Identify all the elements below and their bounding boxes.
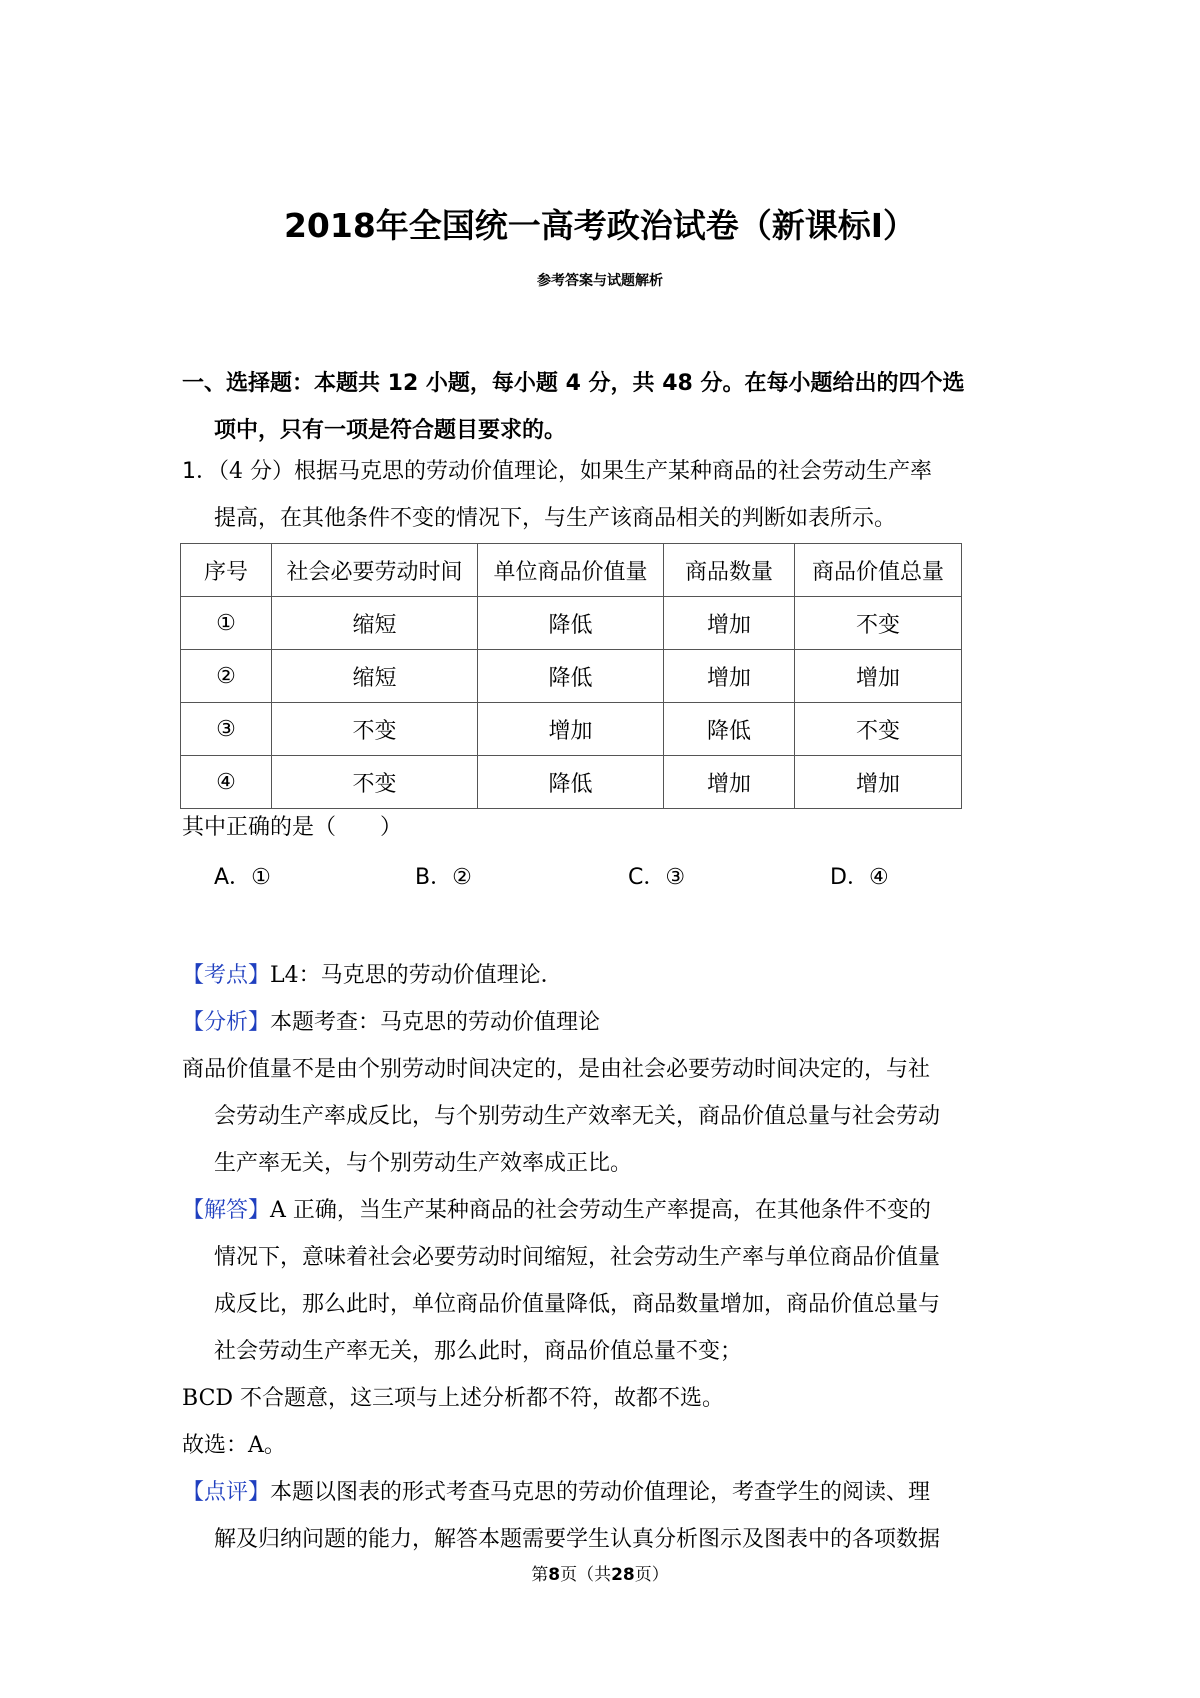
table-cell: 缩短 [272, 650, 478, 703]
question-line-1 [182, 448, 1027, 495]
kaodian-text: L4：马克思的劳动价值理论． [270, 963, 563, 988]
dianping-tag: 【点评】 [182, 1480, 271, 1505]
page-subtitle: 参考答案与试题解析 [537, 273, 663, 289]
table-cell: 不变 [272, 703, 478, 756]
table-cell: 缩短 [272, 597, 478, 650]
table-cell: 不变 [795, 597, 962, 650]
option-value: ④ [868, 865, 889, 890]
analysis-block [182, 952, 1027, 1563]
table-cell: 降低 [478, 650, 664, 703]
table-header: 商品价值总量 [795, 544, 962, 597]
jieda-body-line: A 正确，当生产某种商品的社会劳动生产率提高，在其他条件不变的 [270, 1198, 931, 1223]
footer-page-number: 8 [548, 1565, 561, 1585]
table-row [181, 597, 962, 650]
fenxi-body-line: 会劳动生产率成反比，与个别劳动生产效率无关，商品价值总量与社会劳动 [214, 1104, 941, 1129]
section-heading-line-2: 项中，只有一项是符合题目要求的。 [214, 418, 567, 443]
kaodian-line [182, 952, 1027, 999]
table-row [181, 650, 962, 703]
footer-post: 页） [634, 1565, 669, 1585]
bcd-line: BCD 不合题意，这三项与上述分析都不符，故都不选。 [182, 1386, 725, 1411]
option-letter: A． [214, 865, 252, 890]
jieda-body-line: 情况下，意味着社会必要劳动时间缩短，社会劳动生产率与单位商品价值量 [214, 1245, 941, 1270]
kaodian-tag: 【考点】 [182, 963, 271, 988]
table-row [181, 703, 962, 756]
table-header: 单位商品价值量 [478, 544, 664, 597]
section-heading [182, 360, 1027, 454]
option-a[interactable] [214, 860, 271, 891]
dianping-line [182, 1469, 1027, 1516]
table-row [181, 756, 962, 809]
question-stem [182, 448, 1027, 542]
fenxi-line [182, 999, 1027, 1046]
judgement-table [180, 543, 962, 809]
option-value: ① [251, 865, 271, 890]
answer-line: 故选：A。 [182, 1433, 286, 1458]
table-cell: 增加 [478, 703, 664, 756]
question-prompt: 其中正确的是（ ） [182, 815, 403, 840]
page-title: 2018年全国统一高考政治试卷（新课标Ⅰ） [283, 206, 917, 245]
table-cell: ③ [181, 703, 272, 756]
option-value: ③ [665, 865, 686, 890]
dianping-body-line: 解及归纳问题的能力，解答本题需要学生认真分析图示及图表中的各项数据 [214, 1527, 941, 1552]
jieda-tag: 【解答】 [182, 1198, 271, 1223]
fenxi-text: 本题考查：马克思的劳动价值理论 [270, 1010, 601, 1035]
option-letter: C． [628, 865, 666, 890]
question-number: 1． [182, 459, 218, 484]
table-cell: 增加 [795, 756, 962, 809]
option-letter: D． [830, 865, 869, 890]
option-b[interactable] [415, 860, 472, 891]
table-cell: 不变 [272, 756, 478, 809]
question-line-2: 提高，在其他条件不变的情况下，与生产该商品相关的判断如表所示。 [214, 506, 897, 531]
section-heading-line-1: 一、选择题：本题共 12 小题，每小题 4 分，共 48 分。在每小题给出的四个选 [182, 371, 965, 396]
footer-mid: 页（共 [560, 1565, 612, 1585]
jieda-body-line: 社会劳动生产率无关，那么此时，商品价值总量不变； [214, 1339, 743, 1364]
table-cell: 增加 [664, 597, 795, 650]
table-cell: 降低 [664, 703, 795, 756]
table-cell: 增加 [795, 650, 962, 703]
question-text-1: （4 分）根据马克思的劳动价值理论，如果生产某种商品的社会劳动生产率 [218, 459, 932, 484]
option-letter: B． [415, 865, 453, 890]
fenxi-tag: 【分析】 [182, 1010, 271, 1035]
jieda-line [182, 1187, 1027, 1234]
table-header: 商品数量 [664, 544, 795, 597]
fenxi-body-line: 生产率无关，与个别劳动生产效率成正比。 [214, 1151, 633, 1176]
table-cell: 增加 [664, 650, 795, 703]
option-value: ② [452, 865, 472, 890]
table-cell: ④ [181, 756, 272, 809]
table-cell: 不变 [795, 703, 962, 756]
table-cell: 降低 [478, 597, 664, 650]
table-header: 序号 [181, 544, 272, 597]
table-header: 社会必要劳动时间 [272, 544, 478, 597]
dianping-body-line: 本题以图表的形式考查马克思的劳动价值理论，考查学生的阅读、理 [270, 1480, 931, 1505]
table-cell: ② [181, 650, 272, 703]
option-c[interactable] [628, 860, 685, 891]
table-cell: 增加 [664, 756, 795, 809]
footer-pre: 第 [531, 1565, 549, 1585]
fenxi-body-line: 商品价值量不是由个别劳动时间决定的，是由社会必要劳动时间决定的，与社 [182, 1057, 931, 1082]
table-header-row [181, 544, 962, 597]
footer-total-pages: 28 [611, 1565, 635, 1585]
table-cell: ① [181, 597, 272, 650]
option-d[interactable] [830, 860, 889, 891]
page-footer [0, 1560, 1200, 1585]
table-cell: 降低 [478, 756, 664, 809]
jieda-body-line: 成反比，那么此时，单位商品价值量降低，商品数量增加，商品价值总量与 [214, 1292, 941, 1317]
